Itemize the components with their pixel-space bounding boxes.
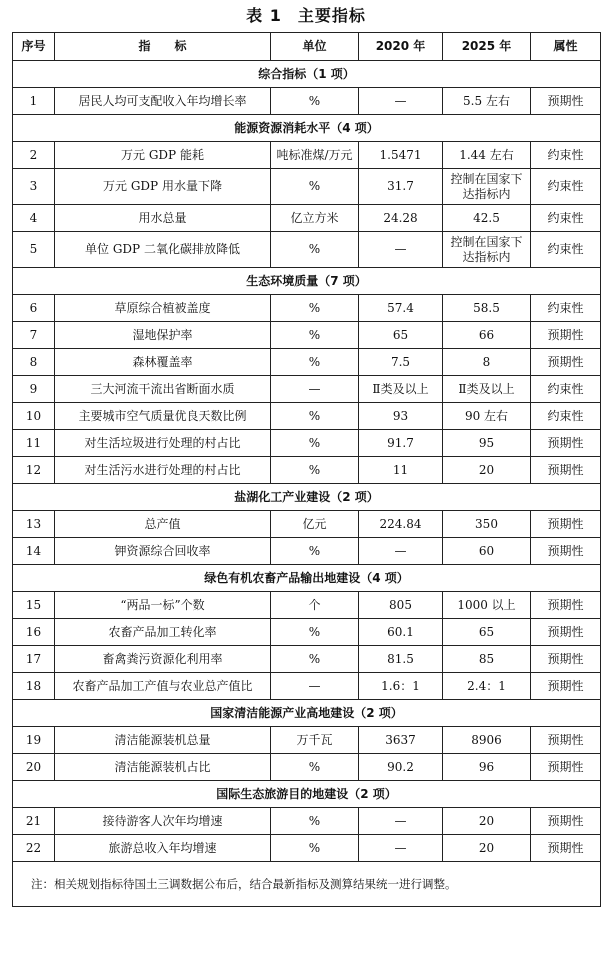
cell-attr: 预期性 [531,88,601,115]
header-2025: 2025 年 [443,33,531,61]
cell-indicator: 接待游客人次年均增速 [55,808,271,835]
cell-2025: 8906 [443,727,531,754]
cell-seq: 19 [13,727,55,754]
section-title: 国家清洁能源产业高地建设（2 项） [13,700,601,727]
table-row [13,754,601,781]
cell-seq: 7 [13,322,55,349]
section-row [13,61,601,88]
table-row [13,673,601,700]
section-row [13,565,601,592]
table-row [13,376,601,403]
cell-2025: 控制在国家下达指标内 [443,169,531,205]
header-unit: 单位 [271,33,359,61]
cell-attr: 预期性 [531,457,601,484]
cell-seq: 18 [13,673,55,700]
cell-attr: 约束性 [531,232,601,268]
table-row [13,511,601,538]
cell-2025: 5.5 左右 [443,88,531,115]
table-row [13,142,601,169]
indicators-table [12,32,601,907]
cell-indicator: 草原综合植被盖度 [55,295,271,322]
cell-indicator: 对生活垃圾进行处理的村占比 [55,430,271,457]
cell-indicator: 清洁能源装机总量 [55,727,271,754]
cell-unit: 亿元 [271,511,359,538]
table-row [13,349,601,376]
section-row [13,484,601,511]
cell-2020: 57.4 [359,295,443,322]
cell-2020: 91.7 [359,430,443,457]
cell-indicator: 万元 GDP 用水量下降 [55,169,271,205]
cell-2025: 1.44 左右 [443,142,531,169]
table-row [13,232,601,268]
cell-2020: — [359,808,443,835]
cell-attr: 预期性 [531,538,601,565]
cell-2025: 96 [443,754,531,781]
table-row [13,592,601,619]
table-row [13,88,601,115]
cell-seq: 20 [13,754,55,781]
table-row [13,169,601,205]
cell-attr: 预期性 [531,808,601,835]
cell-unit: 个 [271,592,359,619]
cell-attr: 预期性 [531,835,601,862]
note-row [13,862,601,907]
cell-2020: 7.5 [359,349,443,376]
cell-2025: 90 左右 [443,403,531,430]
cell-seq: 8 [13,349,55,376]
section-title: 生态环境质量（7 项） [13,268,601,295]
cell-indicator: 湿地保护率 [55,322,271,349]
cell-unit: % [271,169,359,205]
cell-2025: 控制在国家下达指标内 [443,232,531,268]
cell-2025: 95 [443,430,531,457]
cell-attr: 约束性 [531,403,601,430]
cell-unit: % [271,646,359,673]
cell-2025: 8 [443,349,531,376]
cell-unit: % [271,349,359,376]
cell-attr: 预期性 [531,430,601,457]
cell-attr: 预期性 [531,322,601,349]
cell-2020: 31.7 [359,169,443,205]
cell-indicator: “两品一标”个数 [55,592,271,619]
cell-unit: % [271,88,359,115]
cell-indicator: 用水总量 [55,205,271,232]
cell-unit: 吨标准煤/万元 [271,142,359,169]
cell-unit: % [271,232,359,268]
cell-indicator: 农畜产品加工转化率 [55,619,271,646]
cell-2020: 65 [359,322,443,349]
cell-seq: 3 [13,169,55,205]
cell-attr: 预期性 [531,727,601,754]
cell-seq: 21 [13,808,55,835]
cell-indicator: 总产值 [55,511,271,538]
cell-2020: 224.84 [359,511,443,538]
table-row [13,727,601,754]
cell-2025: 350 [443,511,531,538]
cell-indicator: 居民人均可支配收入年均增长率 [55,88,271,115]
cell-unit: — [271,376,359,403]
cell-unit: % [271,295,359,322]
cell-unit: % [271,403,359,430]
cell-2020: 60.1 [359,619,443,646]
cell-attr: 约束性 [531,205,601,232]
cell-2020: — [359,538,443,565]
cell-attr: 约束性 [531,295,601,322]
cell-unit: % [271,430,359,457]
table-row [13,430,601,457]
cell-seq: 6 [13,295,55,322]
cell-2025: 42.5 [443,205,531,232]
cell-unit: 万千瓦 [271,727,359,754]
section-row [13,115,601,142]
cell-indicator: 主要城市空气质量优良天数比例 [55,403,271,430]
section-row [13,781,601,808]
cell-2025: 58.5 [443,295,531,322]
cell-2020: 81.5 [359,646,443,673]
table-row [13,646,601,673]
table-row [13,205,601,232]
cell-2025: 2.4：1 [443,673,531,700]
cell-2020: — [359,835,443,862]
cell-seq: 5 [13,232,55,268]
cell-indicator: 钾资源综合回收率 [55,538,271,565]
cell-seq: 15 [13,592,55,619]
cell-unit: % [271,754,359,781]
header-seq: 序号 [13,33,55,61]
table-row [13,619,601,646]
cell-2020: 11 [359,457,443,484]
cell-2020: 3637 [359,727,443,754]
cell-seq: 1 [13,88,55,115]
cell-attr: 约束性 [531,142,601,169]
cell-2025: 20 [443,835,531,862]
cell-seq: 11 [13,430,55,457]
table-row [13,322,601,349]
cell-unit: % [271,835,359,862]
cell-2025: Ⅱ类及以上 [443,376,531,403]
cell-unit: 亿立方米 [271,205,359,232]
cell-seq: 17 [13,646,55,673]
cell-seq: 2 [13,142,55,169]
cell-2020: 805 [359,592,443,619]
table-row [13,835,601,862]
cell-2020: 90.2 [359,754,443,781]
cell-unit: % [271,808,359,835]
cell-attr: 预期性 [531,511,601,538]
table-row [13,295,601,322]
section-title: 综合指标（1 项） [13,61,601,88]
cell-2025: 20 [443,457,531,484]
cell-attr: 预期性 [531,592,601,619]
table-row [13,403,601,430]
table-row [13,808,601,835]
cell-indicator: 畜禽粪污资源化利用率 [55,646,271,673]
cell-2020: 24.28 [359,205,443,232]
cell-attr: 预期性 [531,619,601,646]
cell-unit: % [271,322,359,349]
cell-attr: 预期性 [531,754,601,781]
cell-seq: 4 [13,205,55,232]
section-row [13,700,601,727]
section-title: 绿色有机农畜产品输出地建设（4 项） [13,565,601,592]
table-row [13,457,601,484]
cell-2025: 1000 以上 [443,592,531,619]
cell-seq: 9 [13,376,55,403]
cell-indicator: 清洁能源装机占比 [55,754,271,781]
header-2020: 2020 年 [359,33,443,61]
section-row [13,268,601,295]
cell-seq: 10 [13,403,55,430]
cell-2020: 1.6：1 [359,673,443,700]
cell-indicator: 三大河流干流出省断面水质 [55,376,271,403]
cell-seq: 13 [13,511,55,538]
cell-2025: 66 [443,322,531,349]
section-title: 国际生态旅游目的地建设（2 项） [13,781,601,808]
table-title [0,3,612,26]
cell-2020: Ⅱ类及以上 [359,376,443,403]
header-row [13,33,601,61]
cell-unit: — [271,673,359,700]
section-title: 能源资源消耗水平（4 项） [13,115,601,142]
cell-attr: 预期性 [531,646,601,673]
cell-attr: 预期性 [531,673,601,700]
cell-seq: 22 [13,835,55,862]
cell-2025: 60 [443,538,531,565]
cell-seq: 12 [13,457,55,484]
cell-unit: % [271,538,359,565]
cell-unit: % [271,619,359,646]
cell-seq: 14 [13,538,55,565]
table-row [13,538,601,565]
cell-attr: 约束性 [531,169,601,205]
table-name: 主要指标 [297,6,366,25]
cell-2025: 20 [443,808,531,835]
table-note: 注：相关规划指标待国土三调数据公布后，结合最新指标及测算结果统一进行调整。 [13,862,601,907]
cell-2025: 85 [443,646,531,673]
cell-indicator: 农畜产品加工产值与农业总产值比 [55,673,271,700]
header-attr: 属性 [531,33,601,61]
cell-2020: — [359,232,443,268]
cell-unit: % [271,457,359,484]
cell-indicator: 万元 GDP 能耗 [55,142,271,169]
section-title: 盐湖化工产业建设（2 项） [13,484,601,511]
cell-indicator: 单位 GDP 二氧化碳排放降低 [55,232,271,268]
cell-indicator: 森林覆盖率 [55,349,271,376]
cell-indicator: 旅游总收入年均增速 [55,835,271,862]
cell-2025: 65 [443,619,531,646]
cell-2020: 1.5471 [359,142,443,169]
cell-indicator: 对生活污水进行处理的村占比 [55,457,271,484]
cell-2020: — [359,88,443,115]
cell-attr: 预期性 [531,349,601,376]
table-number: 表 1 [246,6,282,25]
cell-attr: 约束性 [531,376,601,403]
header-indicator: 指 标 [55,33,271,61]
cell-2020: 93 [359,403,443,430]
cell-seq: 16 [13,619,55,646]
